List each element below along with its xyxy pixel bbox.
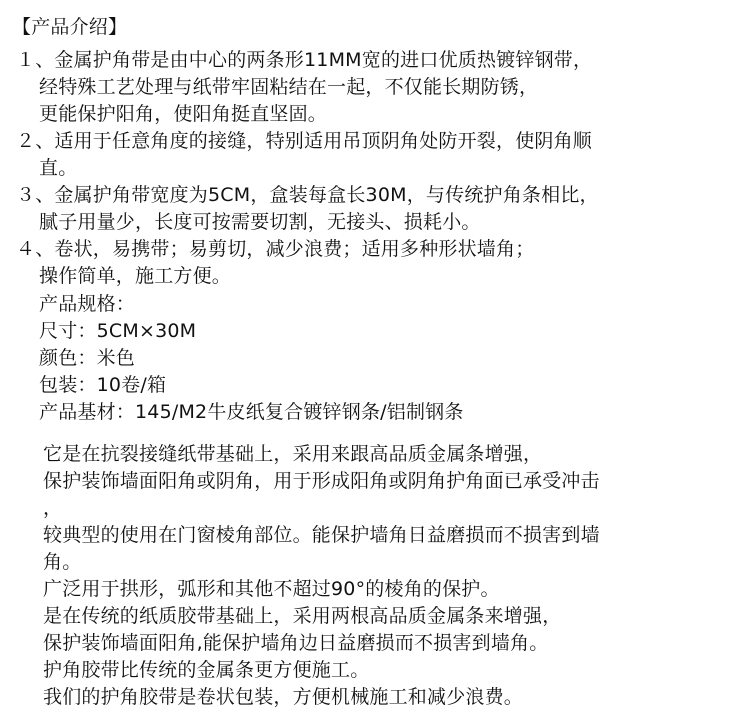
desc-line: 它是在抗裂接缝纸带基础上，采用来跟高品质金属条增强， xyxy=(43,443,543,465)
desc-line: 保护装饰墙面阳角或阴角，用于形成阳角或阴角护角面已承受冲击 xyxy=(43,470,600,492)
desc-line: 角。 xyxy=(43,551,82,573)
spec-material: 产品基材：145/M2牛皮纸复合镀锌钢条/铝制钢条 xyxy=(39,401,464,423)
desc-line: 较典型的使用在门窗棱角部位。能保护墙角日益磨损而不损害到墙 xyxy=(43,524,600,546)
intro-line: ２、适用于任意角度的接缝，特别适用吊顶阴角处防开裂，使阴角顺 xyxy=(16,130,593,152)
desc-line: 保护装饰墙面阳角,能保护墙角边日益磨损而不损害到墙角。 xyxy=(43,632,549,654)
spec-packing: 包装：10卷/箱 xyxy=(39,374,167,396)
intro-line: １、金属护角带是由中心的两条形11MM宽的进口优质热镀锌钢带， xyxy=(16,49,593,71)
spec-heading: 产品规格： xyxy=(39,293,136,315)
desc-line: ， xyxy=(43,497,63,519)
desc-line: 我们的护角胶带是卷状包装，方便机械施工和减少浪费。 xyxy=(43,686,524,708)
intro-line: ４、卷状，易携带；易剪切，减少浪费；适用多种形状墙角； xyxy=(16,238,535,260)
spec-size: 尺寸：5CM×30M xyxy=(39,320,197,342)
spec-color: 颜色：米色 xyxy=(39,347,136,369)
intro-line: 操作简单，施工方便。 xyxy=(39,265,232,287)
intro-line: 经特殊工艺处理与纸带牢固粘结在一起，不仅能长期防锈， xyxy=(39,76,539,98)
desc-line: 广泛用于拱形，弧形和其他不超过90°的棱角的保护。 xyxy=(43,578,500,600)
desc-line: 护角胶带比传统的金属条更方便施工。 xyxy=(43,659,370,681)
intro-line: 直。 xyxy=(39,157,78,179)
intro-line: ３、金属护角带宽度为5CM，盒装每盒长30M，与传统护角条相比， xyxy=(16,184,599,206)
intro-line: 更能保护阳角，使阳角挺直坚固。 xyxy=(39,103,328,125)
desc-line: 是在传统的纸质胶带基础上，采用两根高品质金属条来增强， xyxy=(43,605,562,627)
intro-line: 腻子用量少，长度可按需要切割，无接头、损耗小。 xyxy=(39,211,481,233)
section-title: 【产品介绍】 xyxy=(12,16,128,38)
